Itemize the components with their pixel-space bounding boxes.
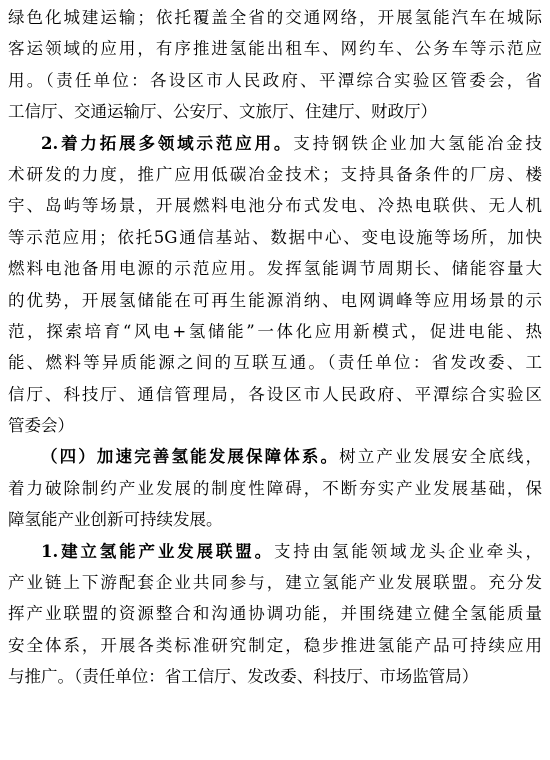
text-line (8, 536, 542, 567)
text-run: 支持钢铁企业加大氢能冶金技 (293, 133, 542, 153)
paragraph-item-1-industry-alliance (8, 536, 542, 693)
text-line: 客运领域的应用，有序推进氢能出租车、网约车、公务车等示范应 (8, 39, 542, 59)
text-line: 与推广。（责任单位：省工信厅、发改委、科技厅、市场监管局） (8, 667, 479, 687)
text-line: 用。（责任单位：各设区市人民政府、平潭综合实验区管委会，省 (8, 70, 542, 90)
item-heading: 1.建立氢能产业发展联盟。 (41, 541, 274, 561)
text-line: 能、燃料等异质能源之间的互联互通。（责任单位：省发改委、工 (8, 353, 542, 373)
text-line: 信厅、科技厅、通信管理局，各设区市人民政府、平潭综合实验区 (8, 384, 542, 404)
item-heading: 2.着力拓展多领域示范应用。 (41, 133, 294, 153)
text-line: 管委会） (8, 416, 74, 436)
text-line: 着力破除制约产业发展的制度性障碍，不断夯实产业发展基础，保 (8, 478, 542, 498)
text-line: 术研发的力度，推广应用低碳冶金技术；支持具备条件的厂房、楼 (8, 164, 542, 184)
text-line: 燃料电池备用电源的示范应用。发挥氢能调节周期长、储能容量大 (8, 259, 542, 279)
text-line: 产业链上下游配套企业共同参与，建立氢能产业发展联盟。充分发 (8, 573, 542, 593)
section-heading: （四）加速完善氢能发展保障体系。 (41, 447, 340, 467)
text-line: 障氢能产业创新可持续发展。 (8, 510, 223, 530)
text-line: 工信厅、交通运输厅、公安厅、文旅厅、住建厅、财政厅） (8, 102, 437, 122)
text-line: 绿色化城建运输；依托覆盖全省的交通网络，开展氢能汽车在城际 (8, 8, 542, 27)
text-line: 安全体系，开展各类标准研究制定，稳步推进氢能产品可持续应用 (8, 635, 542, 655)
paragraph-continuation-transport (8, 2, 542, 128)
text-line: 范，探索培育“风电+氢储能”一体化应用新模式，促进电能、热 (8, 321, 542, 341)
paragraph-item-2-multi-domain-demo (8, 128, 542, 442)
text-run: 支持由氢能领域龙头企业牵头， (273, 541, 542, 561)
text-line: 宇、岛屿等场景，开展燃料电池分布式发电、冷热电联供、无人机 (8, 196, 542, 216)
text-line: 挥产业联盟的资源整合和沟通协调功能，并围绕建立健全氢能质量 (8, 604, 542, 624)
text-line (8, 441, 542, 472)
text-line: 的优势，开展氢储能在可再生能源消纳、电网调峰等应用场景的示 (8, 290, 542, 310)
paragraph-section-4-safeguards (8, 441, 542, 535)
text-line: 等示范应用；依托5G通信基站、数据中心、变电设施等场所，加快 (8, 227, 542, 247)
text-run: 树立产业发展安全底线， (339, 447, 542, 467)
text-line (8, 128, 542, 159)
